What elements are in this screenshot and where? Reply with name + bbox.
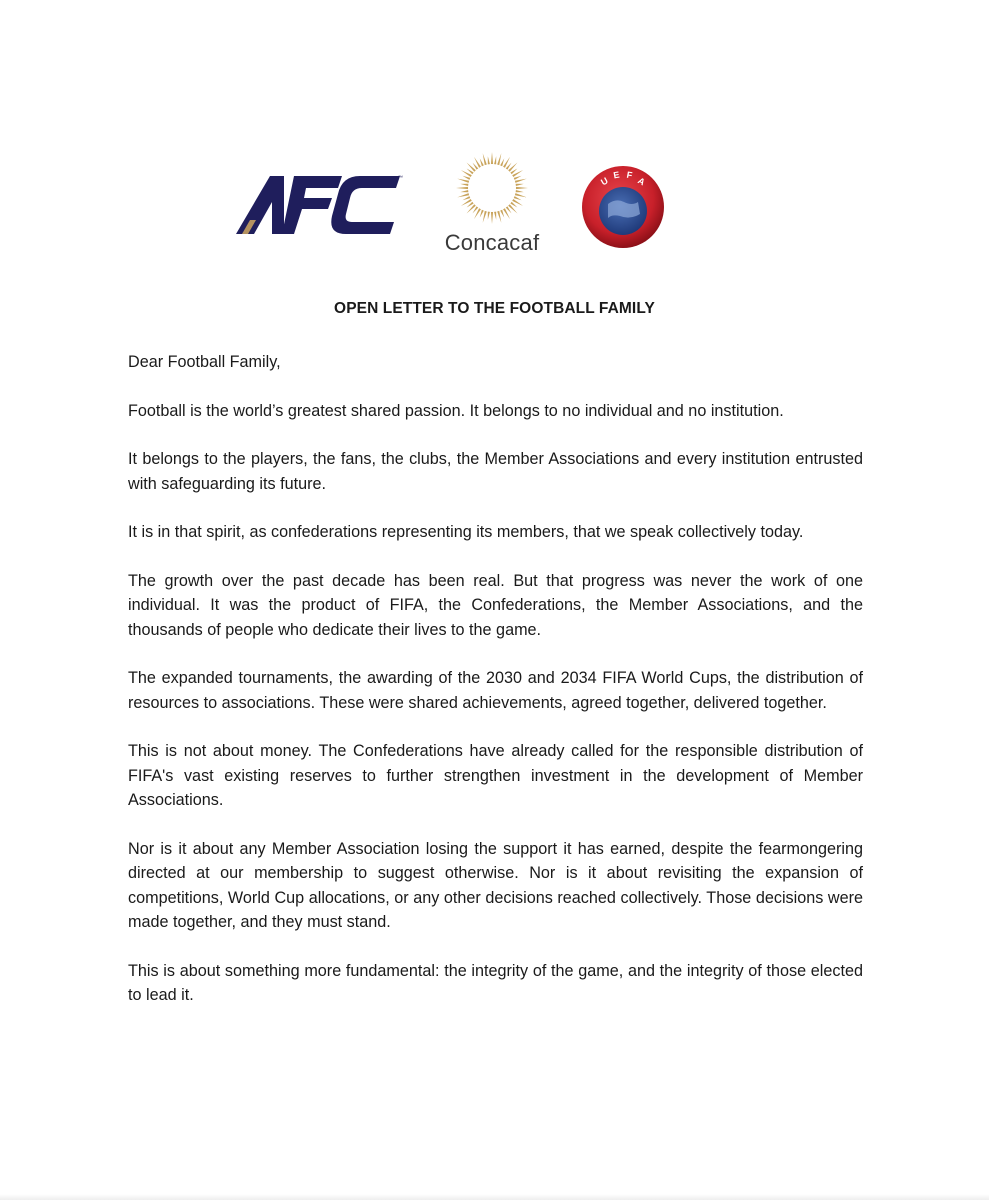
sun-ray [480,210,484,218]
sun-ray [515,179,527,183]
sun-ray [457,193,469,197]
letter-body [128,350,863,1032]
afc-logo [232,172,404,238]
sun-ray [491,152,493,164]
sun-ray [514,196,522,200]
sun-ray [516,190,524,192]
paragraph: Nor is it about any Member Association losing the support it has earned, despite the fearmongering directed at our membership to suggest otherwise. Nor is it about revisiting the expansion of competitions, World Cup allocations, or any other decisions reached collectively. Those decisions were made together, and they must stand. [128,839,863,931]
sun-ray [491,212,493,224]
svg-text:U: U [599,175,610,188]
sun-ray [456,187,468,189]
sun-ray [508,204,517,213]
sun-ray [500,210,504,218]
paragraph: The expanded tournaments, the awarding of the 2030 and 2034 FIFA World Cups, the distribution of resources to associations. These were shared achievements, agreed together, delivered together. [128,669,863,712]
sun-ray [516,184,524,186]
sun-ray [462,196,470,200]
paragraph: It is in that spirit, as confederations representing its members, that we speak collectively today. [128,523,804,541]
sun-ray [515,193,527,197]
page-edge [0,1194,989,1200]
sun-ray [467,163,476,172]
concacaf-sun-icon [430,150,554,230]
svg-text:™: ™ [398,175,403,181]
svg-text:E: E [612,169,621,181]
sun-ray [514,176,522,180]
salutation: Dear Football Family, [128,353,281,371]
sun-ray [460,190,468,192]
paragraph: The growth over the past decade has been real. But that progress was never the work of one individual. It was the product of FIFA, the Confederations, the Member Associations, and the thousands of people who dedicate their lives to the game. [128,571,863,639]
sun-ray [457,179,469,183]
sun-ray [508,163,517,172]
uefa-logo [580,164,666,250]
logo-row [0,150,989,260]
sun-ray [488,212,490,220]
sun-ray [488,156,490,164]
svg-text:F: F [625,169,634,181]
paragraph: This is about something more fundamental: the integrity of the game, and the integrity of those elected to lead it. [128,961,863,1004]
concacaf-wordmark: Concacaf [444,230,540,255]
sun-ray [497,153,501,165]
sun-ray [494,156,496,164]
sun-ray [516,187,528,189]
paragraph: It belongs to the players, the fans, the clubs, the Member Associations and every institution entrusted with safeguarding its future. [128,450,863,493]
sun-ray [462,176,470,180]
sun-ray [460,184,468,186]
paragraph: Football is the world’s greatest shared passion. It belongs to no individual and no institution. [128,401,784,420]
sun-ray [500,158,504,166]
sun-ray [494,212,496,220]
letter-title: OPEN LETTER TO THE FOOTBALL FAMILY [334,300,655,317]
sun-ray [483,211,487,223]
sun-ray [480,158,484,166]
concacaf-logo [430,150,554,260]
sun-ray [467,204,476,213]
svg-text:A: A [636,175,647,188]
sun-ray [497,211,501,223]
sun-ray [483,153,487,165]
paragraph: This is not about money. The Confederations have already called for the responsible distribution of FIFA's vast existing reserves to further strengthen investment in the development of Member Associations. [128,742,863,809]
